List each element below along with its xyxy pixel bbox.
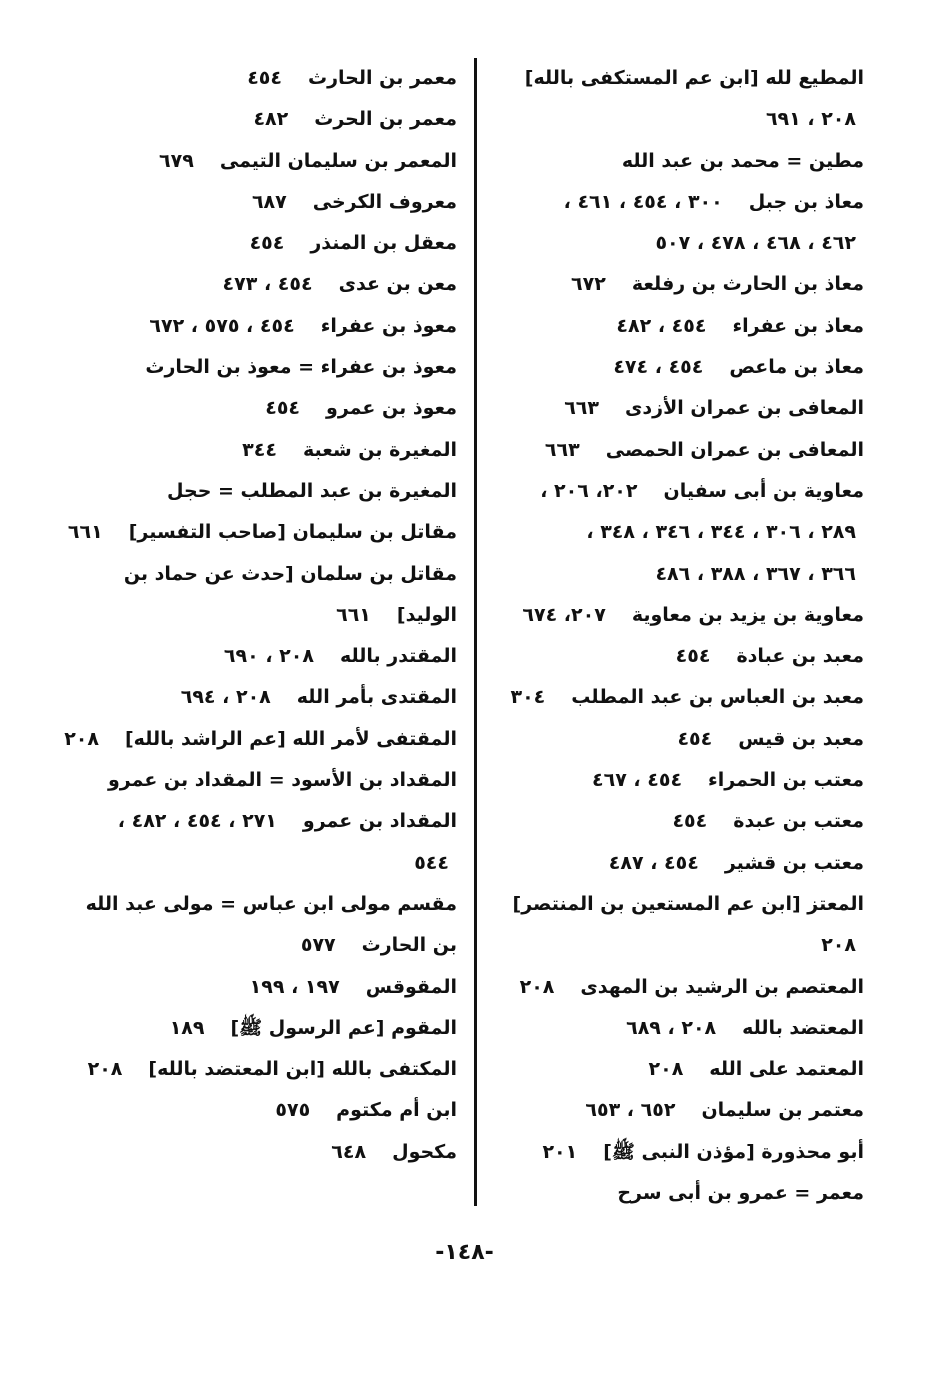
entry-pages: ٢٠٢، ٢٠٦ ، xyxy=(540,479,638,502)
entry-pages: ٦٥٢ ، ٦٥٣ xyxy=(585,1099,676,1122)
entry-pages: ٦٧٢ xyxy=(571,273,606,296)
index-entry xyxy=(77,1090,457,1131)
index-entry xyxy=(77,967,457,1008)
entry-name: المعتز [ابن عم المستعين بن المنتصر] xyxy=(512,892,864,915)
index-entry xyxy=(77,430,457,471)
entry-name: معتمر بن سليمان xyxy=(701,1099,864,1122)
index-entry xyxy=(77,264,457,305)
index-entry xyxy=(504,760,864,801)
entry-pages: ٢٠٧، ٦٧٤ xyxy=(522,603,606,626)
index-column-left xyxy=(64,58,457,1173)
entry-pages: ٢٠٨ xyxy=(87,1058,123,1081)
entry-name: المقداد بن الأسود = المقداد بن عمرو xyxy=(107,769,457,792)
entry-pages: ٢٠٨ xyxy=(64,727,99,750)
entry-name: المقوم [عم الرسول ﷺ] xyxy=(230,1016,457,1039)
index-entry xyxy=(504,1008,864,1049)
entry-pages: ٤٥٤ xyxy=(677,727,713,750)
entry-pages: ٢٠٨ xyxy=(821,934,856,957)
index-entry xyxy=(504,58,864,99)
entry-name: معاوية بن يزيد بن معاوية xyxy=(631,603,864,626)
entry-pages: ١٨٩ xyxy=(169,1016,205,1039)
entry-name: مكحول xyxy=(392,1140,457,1163)
entry-name: المعتمد على الله xyxy=(709,1058,864,1081)
entry-name: معوذ بن عفراء = معوذ بن الحارث xyxy=(145,356,457,379)
entry-pages: ١٩٧ ، ١٩٩ xyxy=(249,975,340,998)
entry-pages: ٣٦٦ ، ٣٦٧ ، ٣٨٨ ، ٤٨٦ xyxy=(655,562,856,585)
index-entry xyxy=(504,388,864,429)
column-divider xyxy=(474,58,477,1206)
entry-pages: ٦٦٣ xyxy=(544,438,580,461)
index-entry xyxy=(64,719,457,760)
index-entry xyxy=(504,554,864,595)
index-entry xyxy=(77,677,457,718)
entry-pages: ٦٤٨ xyxy=(331,1140,367,1163)
entry-pages: ٦٦١ xyxy=(67,521,103,544)
entry-pages: ٤٨٢ xyxy=(253,108,289,131)
index-entry xyxy=(504,1090,864,1131)
index-entry xyxy=(77,760,457,801)
index-entry xyxy=(504,677,864,718)
entry-pages: ٥٤٤ xyxy=(414,851,449,874)
entry-pages: ٤٥٤ xyxy=(672,810,708,833)
entry-name: المقتدى بأمر الله xyxy=(296,686,457,709)
entry-pages: ٦٦١ xyxy=(336,603,371,626)
index-entry xyxy=(504,925,864,966)
entry-name: المقتدر بالله xyxy=(339,645,457,668)
entry-name: مطين = محمد بن عبد الله xyxy=(621,149,864,172)
entry-name: معروف الكرخى xyxy=(312,190,457,213)
entry-pages: ٦٦٣ xyxy=(564,397,599,420)
entry-name: المقتفى لأمر الله [عم الراشد بالله] xyxy=(124,727,457,750)
entry-pages: ٤٥٤ ، ٤٨٧ xyxy=(608,851,699,874)
index-entry xyxy=(77,223,457,264)
entry-name: المعتضد بالله xyxy=(742,1016,864,1039)
entry-name: معاذ بن عفراء xyxy=(732,314,864,337)
entry-pages: ٢٨٩ ، ٣٠٦ ، ٣٤٤ ، ٣٤٦ ، ٣٤٨ ، xyxy=(586,521,856,544)
index-entry xyxy=(77,306,457,347)
index-entry xyxy=(77,843,457,884)
entry-name: ابن أم مكتوم xyxy=(336,1099,457,1122)
index-entry xyxy=(504,1173,864,1214)
index-entry xyxy=(77,925,457,966)
index-entry xyxy=(77,1049,457,1090)
entry-name: معمر = عمرو بن أبى سرح xyxy=(617,1182,864,1205)
entry-name: المعافى بن عمران الحمصى xyxy=(605,438,864,461)
entry-pages: ٤٥٤ xyxy=(247,67,282,89)
entry-name: المعمر بن سليمان التيمى xyxy=(219,149,457,172)
entry-name: معاذ بن جبل xyxy=(748,190,864,213)
entry-name: أبو محذورة [مؤذن النبى ﷺ] xyxy=(603,1140,864,1163)
entry-name: مقاتل بن سلمان [حدث عن حماد بن xyxy=(123,562,457,585)
index-entry xyxy=(77,1008,457,1049)
index-entry xyxy=(504,636,864,677)
entry-pages: ٦٨٧ xyxy=(251,190,287,213)
entry-pages: ٢٠١ xyxy=(542,1140,578,1163)
index-entry xyxy=(504,347,864,388)
entry-name: معقل بن المنذر xyxy=(310,232,457,255)
entry-name: بن الحارث xyxy=(361,934,457,957)
entry-pages: ٤٥٤ ، ٤٨٢ xyxy=(616,314,707,337)
entry-pages: ٥٧٥ xyxy=(275,1099,311,1122)
index-entry xyxy=(77,388,457,429)
entry-pages: ٣٤٤ xyxy=(242,438,277,461)
entry-pages: ٥٧٧ xyxy=(300,934,336,957)
index-entry xyxy=(77,58,457,99)
entry-name: معتب بن قشير xyxy=(724,851,864,874)
entry-pages: ٤٥٤ xyxy=(249,232,285,255)
entry-name: معتب بن عبدة xyxy=(733,810,864,833)
entry-pages: ٤٥٤ xyxy=(675,645,711,668)
entry-pages: ٢٠٨ xyxy=(519,975,555,998)
index-entry xyxy=(504,801,864,842)
index-entry xyxy=(77,347,457,388)
entry-pages: ٣٠٤ xyxy=(510,686,546,709)
entry-pages: ٢٠٨ ، ٦٨٩ xyxy=(626,1016,717,1039)
entry-pages: ٤٥٤ xyxy=(265,397,301,420)
entry-name: مقاتل بن سليمان [صاحب التفسير] xyxy=(128,521,457,544)
index-entry xyxy=(77,1132,457,1173)
index-entry xyxy=(504,884,864,925)
entry-name: معوذ بن عفراء xyxy=(320,314,457,337)
index-entry xyxy=(77,471,457,512)
entry-name: الوليد] xyxy=(396,603,457,626)
entry-pages: ٤٥٤ ، ٤٦٧ xyxy=(592,769,683,792)
entry-name: معاذ بن الحارث بن رفلعة xyxy=(631,273,864,296)
index-entry xyxy=(504,182,864,223)
entry-name: معبد بن العباس بن عبد المطلب xyxy=(571,686,864,709)
entry-name: معبد بن عبادة xyxy=(736,645,864,668)
entry-name: المغيرة بن شعبة xyxy=(302,438,457,461)
index-entry xyxy=(504,471,864,512)
index-entry xyxy=(77,636,457,677)
entry-name: معبد بن قيس xyxy=(738,727,864,750)
entry-name: معاوية بن أبى سفيان xyxy=(663,479,864,502)
index-entry xyxy=(77,884,457,925)
entry-pages: ٢٠٨ ، ٦٩٠ xyxy=(223,645,314,668)
index-entry xyxy=(504,843,864,884)
index-entry xyxy=(504,141,864,182)
index-entry xyxy=(504,967,864,1008)
entry-pages: ٢٠٨ ، ٦٩١ xyxy=(765,108,856,131)
index-entry xyxy=(77,99,457,140)
entry-name: مقسم مولى ابن عباس = مولى عبد الله xyxy=(85,892,457,915)
index-entry xyxy=(504,264,864,305)
entry-pages: ٢٠٨ xyxy=(648,1058,684,1081)
page-number: -١٤٨- xyxy=(435,1240,494,1265)
entry-pages: ٤٦٢ ، ٤٦٨ ، ٤٧٨ ، ٥٠٧ xyxy=(655,232,856,255)
entry-pages: ٤٥٤ ، ٤٧٣ xyxy=(222,273,313,296)
index-column-right xyxy=(504,58,864,1214)
entry-name: المقوقس xyxy=(365,975,457,998)
index-entry xyxy=(77,595,457,636)
entry-name: المطيع لله [ابن عم المستكفى بالله] xyxy=(524,67,864,89)
entry-name: معمر بن الحارث xyxy=(307,67,457,89)
entry-name: المغيرة بن عبد المطلب = حجل xyxy=(167,479,457,502)
index-entry xyxy=(504,512,864,553)
index-entry xyxy=(504,719,864,760)
entry-pages: ٤٥٤ ، ٤٧٤ xyxy=(613,356,704,379)
index-entry xyxy=(504,306,864,347)
index-entry xyxy=(504,223,864,264)
entry-name: المعافى بن عمران الأزدى xyxy=(624,397,864,420)
entry-name: معوذ بن عمرو xyxy=(326,397,457,420)
entry-name: معاذ بن ماعص xyxy=(729,356,864,379)
index-entry xyxy=(77,182,457,223)
index-entry xyxy=(504,1132,864,1173)
entry-pages: ٢٧١ ، ٤٥٤ ، ٤٨٢ ، xyxy=(117,810,277,833)
entry-name: المكتفى بالله [ابن المعتضد بالله] xyxy=(148,1058,457,1081)
index-entry xyxy=(504,595,864,636)
entry-name: المقداد بن عمرو xyxy=(302,810,457,833)
index-entry xyxy=(504,99,864,140)
entry-name: معتب بن الحمراء xyxy=(708,769,864,792)
index-entry xyxy=(77,801,457,842)
entry-pages: ٣٠٠ ، ٤٥٤ ، ٤٦١ ، xyxy=(563,190,723,213)
entry-pages: ٢٠٨ ، ٦٩٤ xyxy=(180,686,271,709)
entry-name: معن بن عدى xyxy=(338,273,457,296)
index-entry xyxy=(77,141,457,182)
index-entry xyxy=(67,512,457,553)
index-entry xyxy=(77,554,457,595)
index-entry xyxy=(504,430,864,471)
entry-name: معمر بن الحرث xyxy=(314,108,457,131)
index-entry xyxy=(504,1049,864,1090)
entry-name: المعتصم بن الرشيد بن المهدى xyxy=(580,975,864,998)
entry-pages: ٤٥٤ ، ٥٧٥ ، ٦٧٢ xyxy=(149,314,295,337)
entry-pages: ٦٧٩ xyxy=(159,149,194,172)
